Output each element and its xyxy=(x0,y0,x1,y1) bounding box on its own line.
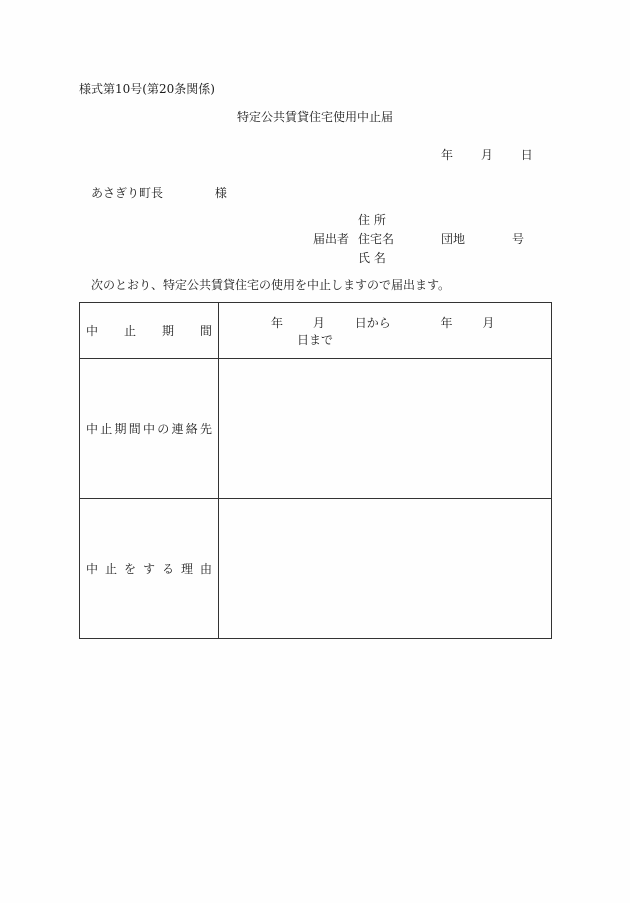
table-row-period xyxy=(80,303,552,359)
period-from-month: 月 xyxy=(312,315,325,330)
contact-value[interactable] xyxy=(219,359,552,499)
reporter-danchi-label: 団地 xyxy=(441,232,466,246)
reason-value[interactable] xyxy=(219,499,552,639)
period-to-day: 日まで xyxy=(297,332,334,347)
form-table xyxy=(79,302,552,639)
period-to-year: 年 xyxy=(440,315,453,330)
addressee-honorific: 様 xyxy=(214,186,227,200)
period-label: 中止期間 xyxy=(80,303,219,359)
table-row-contact xyxy=(80,359,552,499)
reporter-label: 届出者 xyxy=(313,232,350,246)
date-day-label: 日 xyxy=(520,148,533,162)
document-title: 特定公共賃貸住宅使用中止届 xyxy=(236,110,393,124)
reporter-house-label: 住宅名 xyxy=(358,232,395,246)
addressee xyxy=(91,184,227,201)
contact-label: 中止期間中の連絡先 xyxy=(80,359,219,499)
period-to-month: 月 xyxy=(482,315,495,330)
reporter-number-label: 号 xyxy=(512,232,525,246)
intro-text: 次のとおり、特定公共賃貸住宅の使用を中止しますので届出ます。 xyxy=(91,278,451,292)
reporter-address-label: 住 所 xyxy=(358,213,386,227)
reporter-name-label: 氏 名 xyxy=(358,251,386,265)
date-line xyxy=(441,146,533,163)
reason-label: 中止をする理由 xyxy=(80,499,219,639)
form-number: 様式第10号(第20条関係) xyxy=(79,82,215,96)
table-row-reason xyxy=(80,499,552,639)
period-from-day: 日から xyxy=(354,315,391,330)
date-year-label: 年 xyxy=(441,148,454,162)
period-value[interactable] xyxy=(219,303,552,359)
period-from-year: 年 xyxy=(271,315,284,330)
addressee-name: あさぎり町長 xyxy=(91,186,164,200)
date-month-label: 月 xyxy=(480,148,493,162)
